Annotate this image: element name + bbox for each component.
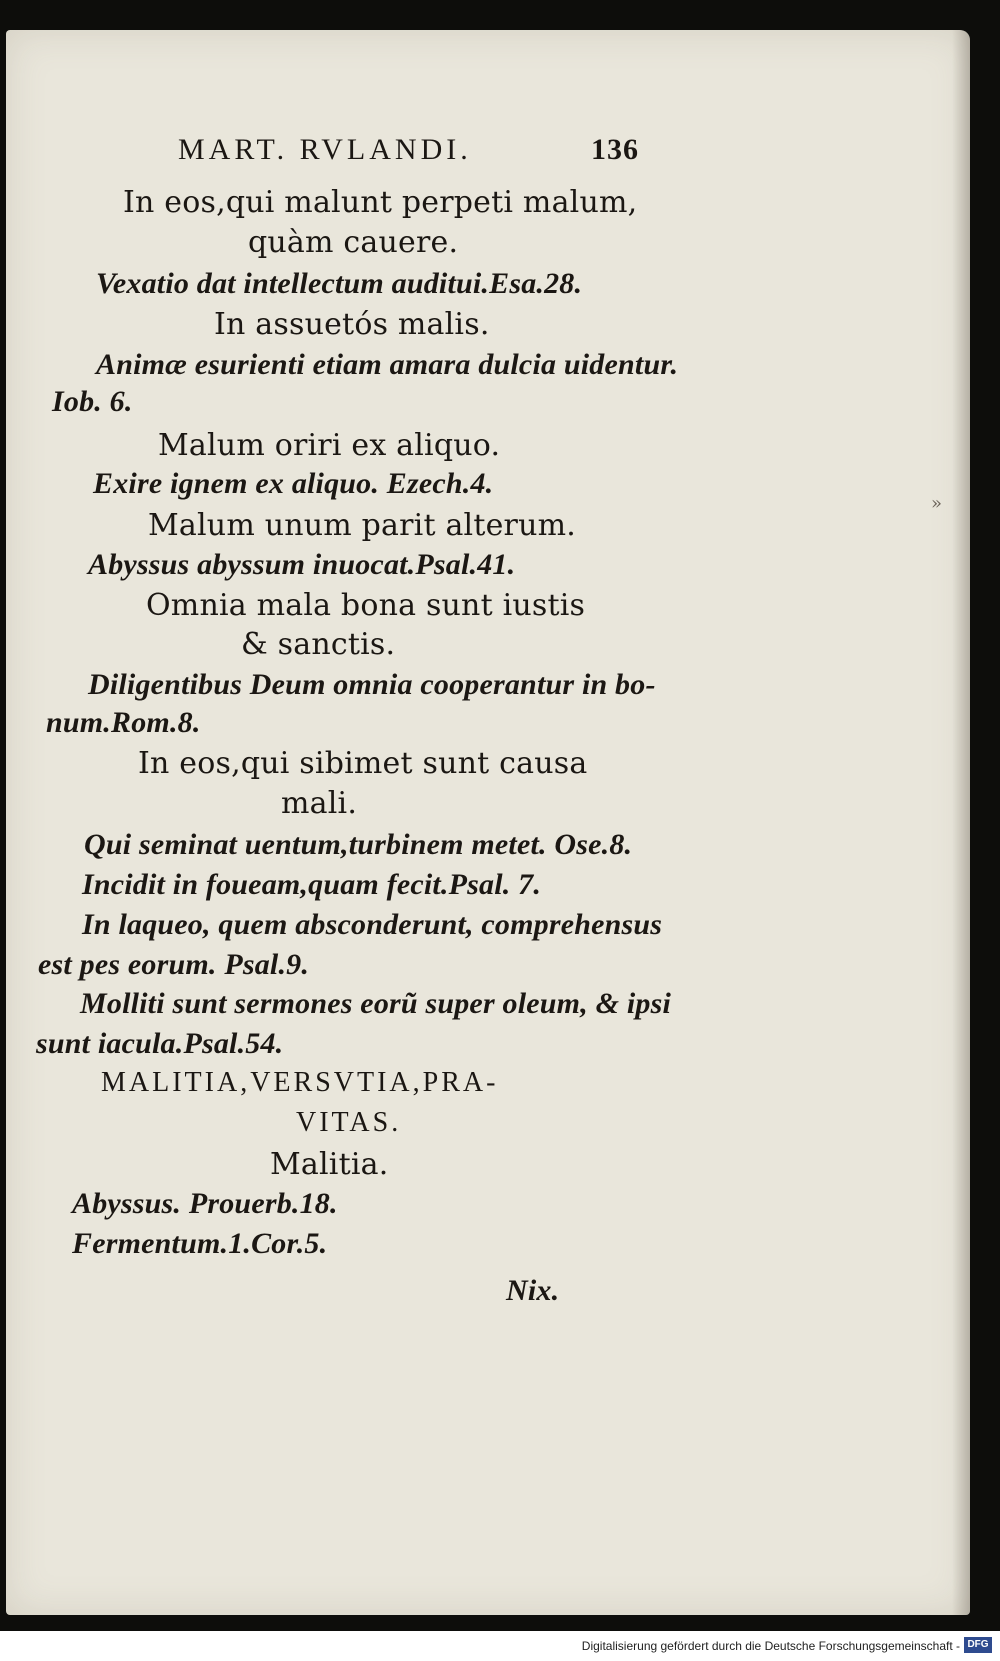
text-line: num.Rom.8. [46,706,201,739]
text-line: quàm cauere. [248,225,459,260]
text-line: Abyssus. Prouerb.18. [72,1187,338,1220]
text-line: Malum unum parit alterum. [148,508,577,543]
subheading: Malitia. [270,1147,389,1182]
footer-credit: Digitalisierung gefördert durch die Deutsche Forschungsgemeinschaft - [581,1639,960,1653]
text-line: Abyssus abyssum inuocat.Psal.41. [88,548,516,581]
book-page [6,30,970,1615]
text-line: Iob. 6. [52,385,133,418]
text-line: Fermentum.1.Cor.5. [72,1227,328,1260]
text-line: Diligentibus Deum omnia cooperantur in bo- [88,668,656,701]
section-heading: VITAS. [296,1107,402,1138]
text-line: Vexatio dat intellectum auditui.Esa.28. [96,267,583,300]
text-line: Omnia mala bona sunt iustis [146,588,586,623]
text-line: Molliti sunt sermones eorũ super oleum, & ipsi [80,987,671,1020]
text-line: & sanctis. [241,627,396,662]
digitization-footer [0,1631,1000,1661]
margin-mark: » [931,493,943,514]
catchword: Nix. [506,1274,560,1307]
text-line: Qui seminat uentum,turbinem metet. Ose.8. [84,828,633,861]
page-number: 136 [591,133,639,166]
text-line: In eos,qui sibimet sunt causa [138,746,588,781]
text-line: sunt iacula.Psal.54. [36,1027,284,1060]
text-line: In assuetós malis. [214,307,490,342]
text-line: est pes eorum. Psal.9. [38,948,310,981]
text-line: Exire ignem ex aliquo. Ezech.4. [93,467,494,500]
text-line: Malum oriri ex aliquo. [158,428,501,463]
text-line: mali. [281,786,358,821]
dfg-logo-icon: DFG [964,1637,992,1653]
section-heading: MALITIA,VERSVTIA,PRA- [101,1067,499,1098]
text-line: In eos,qui malunt perpeti malum, [123,185,638,220]
text-line: Incidit in foueam,quam fecit.Psal. 7. [82,868,542,901]
text-line: In laqueo, quem absconderunt, comprehensus [82,908,663,941]
text-line: Animæ esurienti etiam amara dulcia uidentur. [96,348,679,381]
running-title: MART. RVLANDI. [178,133,472,166]
